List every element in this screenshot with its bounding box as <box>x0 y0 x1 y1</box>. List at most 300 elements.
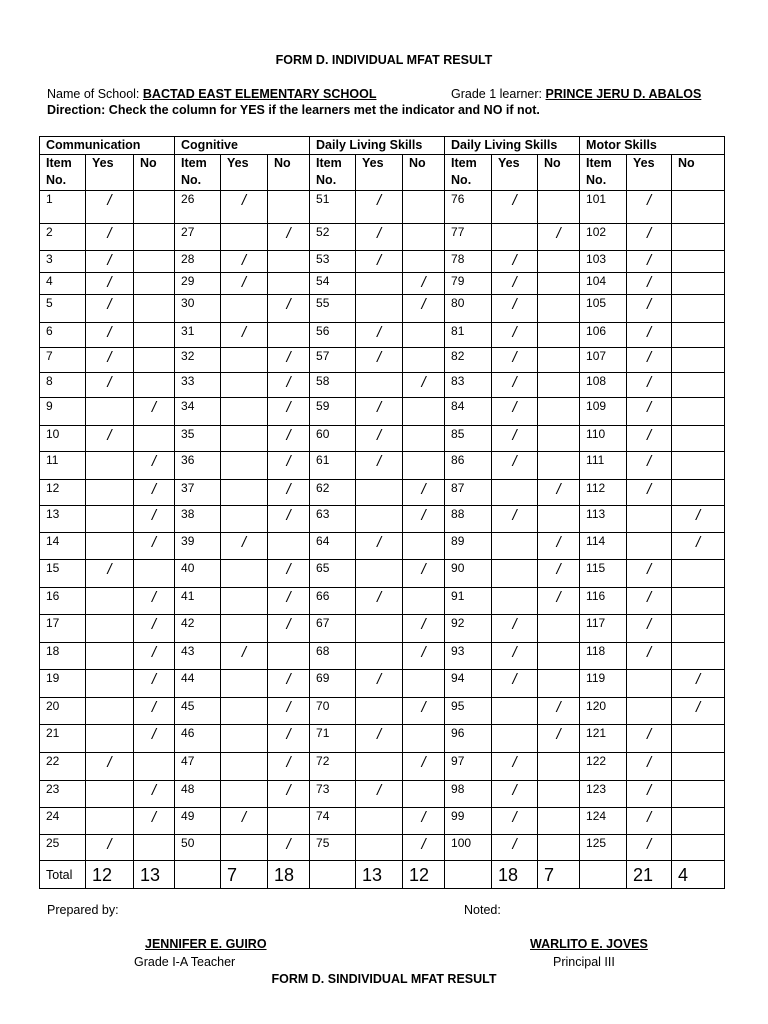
check-mark: / <box>421 809 426 826</box>
no-cell <box>134 224 175 251</box>
item-number-cell: 13 <box>40 506 86 533</box>
total-yes: 13 <box>356 861 403 889</box>
check-mark: / <box>286 349 291 366</box>
check-mark: / <box>556 561 561 578</box>
yes-cell <box>492 643 538 670</box>
no-cell <box>403 588 445 615</box>
check-mark: / <box>107 374 112 391</box>
yes-cell <box>86 808 134 835</box>
check-mark: / <box>695 699 701 716</box>
item-number-cell: 4 <box>40 273 86 295</box>
item-number-cell: 108 <box>580 373 627 398</box>
item-number-cell: 31 <box>175 323 221 348</box>
no-cell <box>268 348 310 373</box>
yes-cell <box>356 426 403 452</box>
yes-cell <box>356 348 403 373</box>
no-cell <box>672 560 725 588</box>
item-number-cell: 35 <box>175 426 221 452</box>
no-cell <box>672 615 725 643</box>
no-cell <box>538 615 580 643</box>
check-mark: / <box>646 754 652 771</box>
item-no-header <box>40 155 86 191</box>
no-cell <box>134 273 175 295</box>
yes-cell <box>627 560 672 588</box>
yes-cell <box>86 670 134 698</box>
no-cell <box>268 273 310 295</box>
check-mark: / <box>107 296 112 313</box>
item-number-cell: 95 <box>445 698 492 725</box>
no-cell <box>538 295 580 323</box>
item-number-cell: 50 <box>175 835 221 861</box>
no-cell <box>538 506 580 533</box>
yes-cell <box>627 781 672 808</box>
check-mark: / <box>286 589 291 606</box>
yes-cell <box>221 323 268 348</box>
group-header-cell: Communication <box>40 137 175 155</box>
yes-cell <box>86 323 134 348</box>
item-number-cell: 58 <box>310 373 356 398</box>
no-cell <box>134 533 175 560</box>
yes-cell <box>86 835 134 861</box>
no-cell <box>672 452 725 480</box>
check-mark: / <box>241 274 247 291</box>
check-mark: / <box>376 324 382 341</box>
no-cell <box>538 224 580 251</box>
no-cell <box>538 373 580 398</box>
no-cell <box>672 753 725 781</box>
no-cell <box>134 480 175 506</box>
item-number-cell: 94 <box>445 670 492 698</box>
item-number-cell: 2 <box>40 224 86 251</box>
no-cell <box>672 808 725 835</box>
item-number-cell: 16 <box>40 588 86 615</box>
yes-cell <box>86 725 134 753</box>
yes-cell <box>492 224 538 251</box>
no-header: No <box>134 155 175 191</box>
footer-title: FORM D. SINDIVIDUAL MFAT RESULT <box>271 972 497 986</box>
no-cell <box>134 323 175 348</box>
yes-cell <box>356 560 403 588</box>
school-label: Name of School: <box>47 87 140 101</box>
check-mark: / <box>646 726 652 743</box>
item-number-cell: 33 <box>175 373 221 398</box>
yes-cell <box>356 781 403 808</box>
yes-cell <box>356 670 403 698</box>
item-header-text: Item <box>451 156 477 170</box>
table-row <box>40 835 725 861</box>
no-cell <box>403 725 445 753</box>
yes-cell <box>627 224 672 251</box>
yes-cell <box>627 588 672 615</box>
no-cell <box>538 670 580 698</box>
no-cell <box>538 698 580 725</box>
yes-cell <box>356 398 403 426</box>
item-number-cell: 28 <box>175 251 221 273</box>
check-mark: / <box>286 453 291 470</box>
check-mark: / <box>512 836 517 853</box>
item-number-cell: 62 <box>310 480 356 506</box>
item-number-cell: 106 <box>580 323 627 348</box>
yes-cell <box>492 452 538 480</box>
check-mark: / <box>646 453 652 470</box>
no-cell <box>538 323 580 348</box>
yes-cell <box>221 295 268 323</box>
yes-cell <box>86 698 134 725</box>
check-mark: / <box>512 453 517 470</box>
yes-cell <box>492 295 538 323</box>
no-cell <box>134 781 175 808</box>
no-header: No <box>672 155 725 191</box>
table-row <box>40 753 725 781</box>
yes-cell <box>492 191 538 224</box>
check-mark: / <box>376 671 382 688</box>
item-number-cell: 101 <box>580 191 627 224</box>
check-mark: / <box>556 225 561 242</box>
prepared-by-label: Prepared by: <box>47 903 119 917</box>
yes-cell <box>356 480 403 506</box>
item-number-cell: 96 <box>445 725 492 753</box>
table-row <box>40 191 725 224</box>
item-number-cell: 75 <box>310 835 356 861</box>
yes-cell <box>86 615 134 643</box>
item-number-cell: 9 <box>40 398 86 426</box>
yes-cell <box>221 725 268 753</box>
item-number-cell: 66 <box>310 588 356 615</box>
no-cell <box>268 373 310 398</box>
no-cell <box>403 251 445 273</box>
item-number-cell: 87 <box>445 480 492 506</box>
check-mark: / <box>512 754 517 771</box>
yes-cell <box>86 273 134 295</box>
item-number-cell: 79 <box>445 273 492 295</box>
yes-cell <box>356 224 403 251</box>
no-header: No <box>403 155 445 191</box>
table-row <box>40 643 725 670</box>
yes-cell <box>221 533 268 560</box>
item-number-cell: 125 <box>580 835 627 861</box>
yes-cell <box>86 426 134 452</box>
check-mark: / <box>286 561 291 578</box>
table-row <box>40 670 725 698</box>
learner-name: PRINCE JERU D. ABALOS <box>545 87 702 101</box>
yes-cell <box>492 398 538 426</box>
check-mark: / <box>512 809 517 826</box>
check-mark: / <box>512 782 517 799</box>
item-number-cell: 29 <box>175 273 221 295</box>
item-number-cell: 11 <box>40 452 86 480</box>
yes-cell <box>86 224 134 251</box>
yes-header: Yes <box>492 155 538 191</box>
preparer-name-text: JENNIFER E. GUIRO <box>145 937 267 951</box>
group-header-cell: Daily Living Skills <box>445 137 580 155</box>
total-no: 13 <box>134 861 175 889</box>
check-mark: / <box>646 481 652 498</box>
no-line-header-text: No. <box>181 173 202 187</box>
learner-line <box>451 87 701 101</box>
yes-cell <box>356 615 403 643</box>
yes-cell <box>221 615 268 643</box>
item-number-cell: 119 <box>580 670 627 698</box>
yes-cell <box>627 323 672 348</box>
item-number-cell: 46 <box>175 725 221 753</box>
no-cell <box>134 191 175 224</box>
table-row <box>40 348 725 373</box>
check-mark: / <box>107 252 112 269</box>
yes-cell <box>356 643 403 670</box>
check-mark: / <box>107 225 112 242</box>
item-number-cell: 3 <box>40 251 86 273</box>
yes-cell <box>356 808 403 835</box>
item-number-cell: 114 <box>580 533 627 560</box>
yes-cell <box>221 670 268 698</box>
yes-cell <box>86 373 134 398</box>
no-cell <box>403 398 445 426</box>
yes-cell <box>492 273 538 295</box>
check-mark: / <box>646 809 652 826</box>
no-cell <box>134 452 175 480</box>
no-cell <box>672 480 725 506</box>
table-row <box>40 398 725 426</box>
preparer-role: Grade I-A Teacher <box>134 955 236 969</box>
yes-cell <box>627 753 672 781</box>
yes-cell <box>492 348 538 373</box>
item-number-cell: 73 <box>310 781 356 808</box>
yes-cell <box>356 373 403 398</box>
check-mark: / <box>241 809 247 826</box>
check-mark: / <box>512 427 517 444</box>
total-no: 7 <box>538 861 580 889</box>
item-no-header <box>310 155 356 191</box>
check-mark: / <box>376 782 382 799</box>
yes-cell <box>492 670 538 698</box>
yes-cell <box>221 348 268 373</box>
no-cell <box>672 588 725 615</box>
check-mark: / <box>646 399 652 416</box>
no-cell <box>403 560 445 588</box>
check-mark: / <box>646 349 652 366</box>
no-cell <box>134 398 175 426</box>
item-number-cell: 92 <box>445 615 492 643</box>
item-number-cell: 98 <box>445 781 492 808</box>
no-header: No <box>538 155 580 191</box>
check-mark: / <box>695 507 701 524</box>
check-mark: / <box>376 589 382 606</box>
check-mark: / <box>646 616 652 633</box>
total-blank-cell <box>175 861 221 889</box>
no-cell <box>403 426 445 452</box>
item-number-cell: 117 <box>580 615 627 643</box>
item-number-cell: 105 <box>580 295 627 323</box>
no-cell <box>268 506 310 533</box>
no-cell <box>538 191 580 224</box>
yes-cell <box>627 480 672 506</box>
yes-cell <box>627 835 672 861</box>
item-number-cell: 32 <box>175 348 221 373</box>
check-mark: / <box>286 374 291 391</box>
check-mark: / <box>556 534 561 551</box>
yes-cell <box>627 615 672 643</box>
no-cell <box>403 224 445 251</box>
check-mark: / <box>421 836 426 853</box>
check-mark: / <box>107 754 112 771</box>
item-number-cell: 22 <box>40 753 86 781</box>
item-number-cell: 99 <box>445 808 492 835</box>
no-cell <box>268 670 310 698</box>
item-number-cell: 74 <box>310 808 356 835</box>
check-mark: / <box>376 399 382 416</box>
yes-cell <box>627 808 672 835</box>
check-mark: / <box>695 534 701 551</box>
no-cell <box>538 452 580 480</box>
no-cell <box>403 698 445 725</box>
yes-cell <box>627 426 672 452</box>
item-no-header <box>445 155 492 191</box>
item-number-cell: 61 <box>310 452 356 480</box>
total-blank-cell <box>445 861 492 889</box>
check-mark: / <box>107 561 112 578</box>
item-number-cell: 6 <box>40 323 86 348</box>
column-header-row <box>40 155 725 191</box>
no-cell <box>538 753 580 781</box>
check-mark: / <box>512 671 517 688</box>
yes-cell <box>356 533 403 560</box>
item-number-cell: 82 <box>445 348 492 373</box>
item-number-cell: 84 <box>445 398 492 426</box>
yes-cell <box>221 781 268 808</box>
no-cell <box>134 506 175 533</box>
no-cell <box>538 533 580 560</box>
form-title: FORM D. INDIVIDUAL MFAT RESULT <box>275 53 493 67</box>
item-number-cell: 83 <box>445 373 492 398</box>
yes-cell <box>221 251 268 273</box>
no-cell <box>134 426 175 452</box>
no-cell <box>268 560 310 588</box>
no-cell <box>403 295 445 323</box>
yes-cell <box>86 560 134 588</box>
no-cell <box>403 373 445 398</box>
no-cell <box>403 781 445 808</box>
no-cell <box>134 835 175 861</box>
check-mark: / <box>421 374 426 391</box>
check-mark: / <box>646 192 652 209</box>
item-number-cell: 97 <box>445 753 492 781</box>
item-number-cell: 64 <box>310 533 356 560</box>
check-mark: / <box>646 252 652 269</box>
table-row <box>40 295 725 323</box>
yes-cell <box>356 452 403 480</box>
check-mark: / <box>421 481 426 498</box>
item-number-cell: 65 <box>310 560 356 588</box>
item-number-cell: 63 <box>310 506 356 533</box>
item-number-cell: 111 <box>580 452 627 480</box>
item-number-cell: 89 <box>445 533 492 560</box>
item-number-cell: 41 <box>175 588 221 615</box>
check-mark: / <box>376 349 382 366</box>
item-number-cell: 93 <box>445 643 492 670</box>
item-number-cell: 81 <box>445 323 492 348</box>
item-number-cell: 116 <box>580 588 627 615</box>
no-cell <box>538 560 580 588</box>
check-mark: / <box>376 427 382 444</box>
item-number-cell: 26 <box>175 191 221 224</box>
yes-cell <box>627 191 672 224</box>
check-mark: / <box>512 399 517 416</box>
direction-text: Direction: Check the column for YES if the learners met the indicator and NO if not. <box>47 103 540 117</box>
noter-name <box>530 937 648 951</box>
check-mark: / <box>286 427 291 444</box>
check-mark: / <box>151 534 157 551</box>
table-row <box>40 480 725 506</box>
check-mark: / <box>646 561 652 578</box>
no-line-header-text: No. <box>46 173 67 187</box>
item-number-cell: 85 <box>445 426 492 452</box>
total-yes: 12 <box>86 861 134 889</box>
check-mark: / <box>286 616 291 633</box>
item-number-cell: 27 <box>175 224 221 251</box>
yes-cell <box>356 725 403 753</box>
group-header-cell: Daily Living Skills <box>310 137 445 155</box>
check-mark: / <box>695 671 701 688</box>
preparer-name <box>145 937 267 951</box>
no-cell <box>538 251 580 273</box>
check-mark: / <box>421 616 426 633</box>
no-cell <box>134 295 175 323</box>
check-mark: / <box>286 399 291 416</box>
item-number-cell: 113 <box>580 506 627 533</box>
check-mark: / <box>646 374 652 391</box>
yes-cell <box>627 251 672 273</box>
item-number-cell: 57 <box>310 348 356 373</box>
no-cell <box>672 251 725 273</box>
check-mark: / <box>376 252 382 269</box>
item-number-cell: 14 <box>40 533 86 560</box>
item-number-cell: 43 <box>175 643 221 670</box>
check-mark: / <box>286 507 291 524</box>
no-cell <box>538 725 580 753</box>
item-number-cell: 69 <box>310 670 356 698</box>
check-mark: / <box>646 296 652 313</box>
item-number-cell: 100 <box>445 835 492 861</box>
item-number-cell: 48 <box>175 781 221 808</box>
item-number-cell: 44 <box>175 670 221 698</box>
total-blank-cell <box>310 861 356 889</box>
yes-header: Yes <box>356 155 403 191</box>
table-row <box>40 323 725 348</box>
no-cell <box>134 251 175 273</box>
check-mark: / <box>421 754 426 771</box>
no-cell <box>268 725 310 753</box>
no-cell <box>672 191 725 224</box>
total-yes: 18 <box>492 861 538 889</box>
item-number-cell: 12 <box>40 480 86 506</box>
yes-cell <box>221 480 268 506</box>
check-mark: / <box>286 726 291 743</box>
no-cell <box>403 753 445 781</box>
yes-cell <box>492 251 538 273</box>
yes-cell <box>86 588 134 615</box>
yes-cell <box>221 426 268 452</box>
item-number-cell: 70 <box>310 698 356 725</box>
no-cell <box>672 533 725 560</box>
item-header-text: Item <box>586 156 612 170</box>
yes-cell <box>86 781 134 808</box>
no-cell <box>672 373 725 398</box>
yes-cell <box>221 452 268 480</box>
no-cell <box>403 808 445 835</box>
no-cell <box>403 191 445 224</box>
item-number-cell: 38 <box>175 506 221 533</box>
item-number-cell: 24 <box>40 808 86 835</box>
